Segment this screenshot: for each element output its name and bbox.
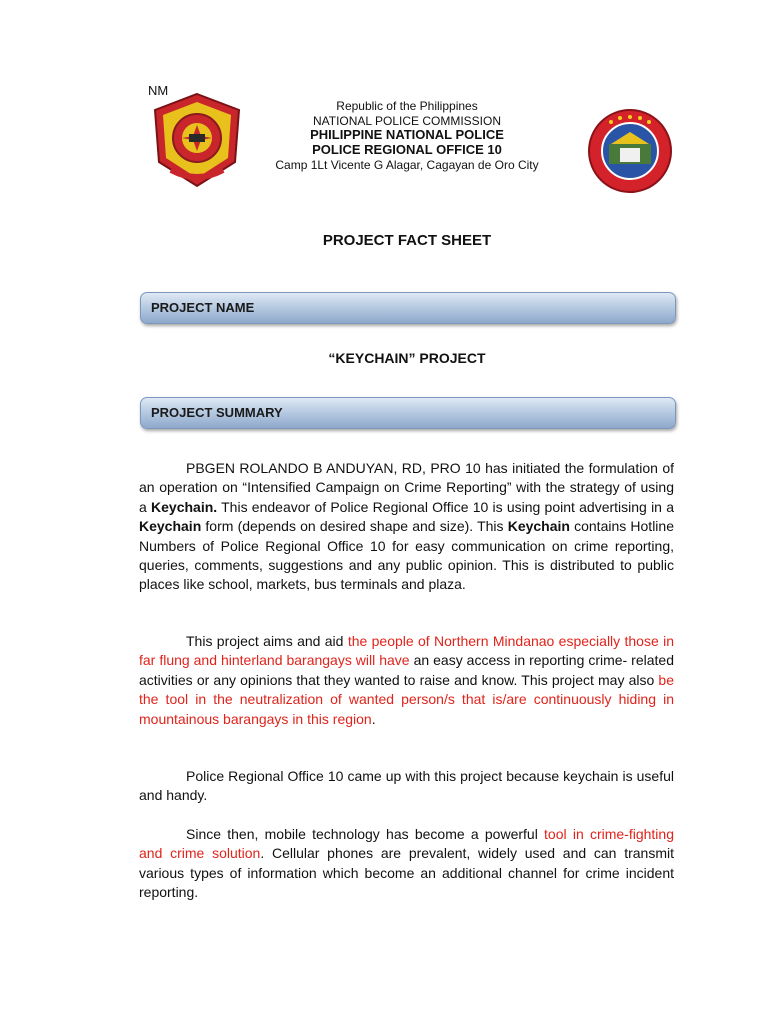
text-run: Since then, mobile technology has become a powerful (186, 826, 545, 842)
header-pro10: POLICE REGIONAL OFFICE 10 (312, 142, 502, 157)
corner-mark: NM (148, 83, 169, 98)
project-summary-banner (140, 397, 676, 429)
text-run-highlight: be the tool in the neutralization of wanted person/s that is/are continuously hiding in mountainous barangays in this region (139, 671, 674, 727)
header-pnp: PHILIPPINE NATIONAL POLICE (310, 127, 504, 142)
project-name-banner (140, 292, 676, 324)
header-napolcom: NATIONAL POLICE COMMISSION (312, 114, 502, 128)
text-run: . Cellular phones are prevalent, widely used and can transmit various types of information which become an additional channel for crime incident reporting. (139, 845, 674, 901)
pro10-seal-logo (587, 108, 673, 194)
project-name-value: “KEYCHAIN” PROJECT (328, 350, 486, 366)
text-run: form (depends on desired shape and size). This (201, 518, 508, 535)
text-run: . (371, 710, 376, 727)
text-run: This project aims and aid (186, 633, 348, 649)
text-run: Police Regional Office 10 came up with this project because keychain is useful and handy. (139, 768, 674, 804)
text-run: PBGEN ROLANDO B ANDUYAN, RD, PRO 10 has initiated the formulation of an operation on “Intensified Campaign on Crime Reporting” with the strategy of using a (139, 460, 674, 515)
text-run-highlight: the people of Northern Mindanao especially those in far flung and hinterland barangays will have (139, 633, 674, 669)
text-run: This endeavor of Police Regional Office 10 is using point advertising in a (217, 498, 674, 515)
text-run-bold: Keychain (507, 518, 570, 535)
text-run: an easy access in reporting crime- related activities or any opinions that they wanted to raise and know. This project may also (139, 652, 674, 688)
text-run-highlight: tool in crime-fighting and crime solution (139, 826, 674, 862)
text-run-bold: Keychain. (151, 498, 218, 515)
header-address: Camp 1Lt Vicente G Alagar, Cagayan de Oro City (275, 158, 539, 172)
summary-paragraph-3 (139, 767, 674, 806)
header-republic: Republic of the Philippines (336, 99, 478, 113)
text-run-bold: Keychain (139, 518, 202, 535)
project-name-label: PROJECT NAME (151, 300, 255, 315)
document-title: PROJECT FACT SHEET (322, 232, 492, 249)
summary-paragraph-4 (139, 825, 674, 903)
text-run: contains Hotline Numbers of Police Regional Office 10 for easy communication on crime reporting, queries, comments, suggestions and any public opinion. This is distributed to public places like school, markets, bus terminals and plaza. (139, 518, 674, 593)
project-summary-label: PROJECT SUMMARY (151, 405, 283, 420)
summary-paragraph-1 (139, 459, 674, 595)
summary-paragraph-2 (139, 632, 674, 729)
